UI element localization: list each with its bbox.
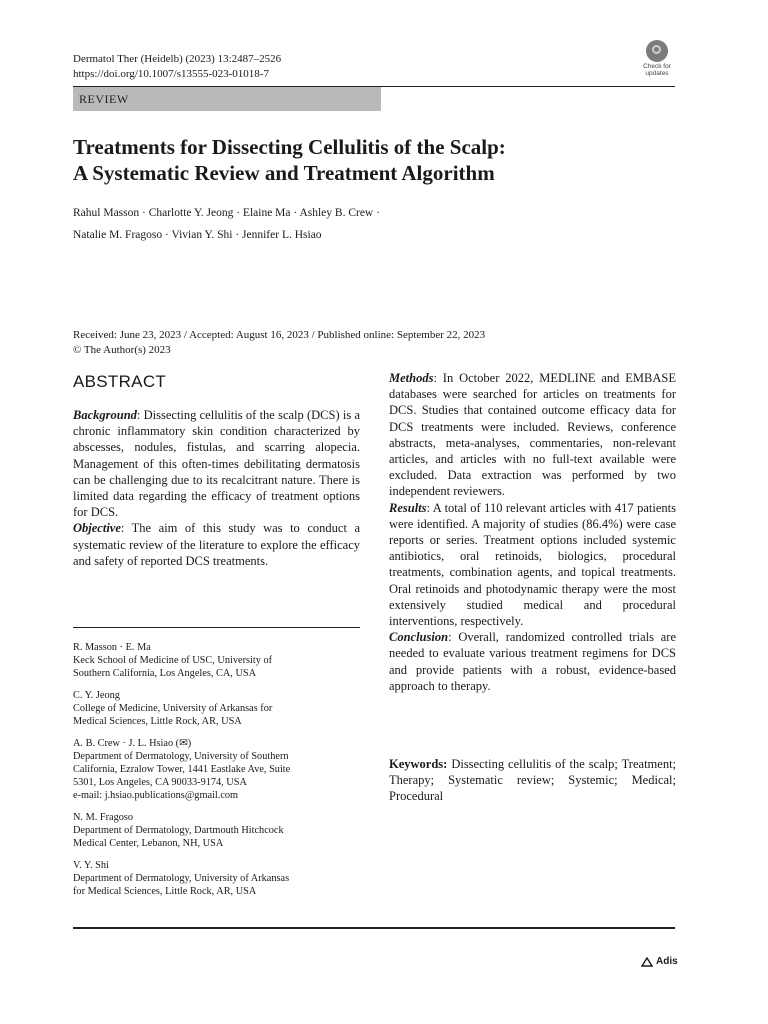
copyright: © The Author(s) 2023 <box>73 344 171 356</box>
authors-line2: Natalie M. Fragoso · Vivian Y. Shi · Jennifer L. Hsiao <box>73 229 322 241</box>
doi-link[interactable]: https://doi.org/10.1007/s13555-023-01018-7 <box>73 68 269 80</box>
affiliation-block <box>73 689 360 728</box>
author-list <box>73 202 380 246</box>
email-link[interactable]: e-mail: j.hsiao.publications@gmail.com <box>73 790 239 801</box>
check-for-updates-icon <box>646 40 668 62</box>
keywords-label: Keywords: <box>389 757 448 771</box>
objective-label: Objective <box>73 521 121 536</box>
authors-line1: Rahul Masson · Charlotte Y. Jeong · Elaine Ma · Ashley B. Crew · <box>73 207 380 219</box>
affiliation-line: Medical Center, Lebanon, NH, USA <box>73 838 224 849</box>
objective-paragraph <box>73 520 360 569</box>
publisher-name: Adis <box>656 956 678 967</box>
keywords-text: Dissecting cellulitis of the scalp; Treatment; Therapy; Systematic review; Systemic; Medical; Procedural <box>389 757 677 804</box>
title-line1: Treatments for Dissecting Cellulitis of the Scalp: <box>73 135 506 159</box>
affiliation-block <box>73 859 360 898</box>
affiliation-block <box>73 641 360 680</box>
keywords <box>389 756 676 805</box>
methods-label: Methods <box>389 371 434 385</box>
background-paragraph <box>73 407 360 520</box>
conclusion-text: : Overall, randomized controlled trials are needed to evaluate various treatment regimens for DCS and provide patients with a robust, evidence-based approach to therapy. <box>389 630 676 693</box>
objective-text: : The aim of this study was to conduct a systematic review of the literature to explore the efficacy and safety of reported DCS treatments. <box>73 521 360 568</box>
affiliation-line: California, Ezralow Tower, 1441 Eastlake Ave, Suite <box>73 764 291 775</box>
check-for-updates-badge[interactable] <box>638 40 676 78</box>
affiliation-line: Department of Dermatology, University of Arkansas <box>73 873 290 884</box>
journal-header <box>73 52 281 82</box>
publication-dates <box>73 328 485 358</box>
affiliation-names: R. Masson · E. Ma <box>73 642 151 653</box>
affiliation-line: for Medical Sciences, Little Rock, AR, USA <box>73 886 257 897</box>
results-label: Results <box>389 500 427 515</box>
history-dates: Received: June 23, 2023 / Accepted: August 16, 2023 / Published online: September 22, 2023 <box>73 329 486 341</box>
affiliation-names: A. B. Crew · J. L. Hsiao (✉) <box>73 738 192 749</box>
affiliation-line: College of Medicine, University of Arkansas for <box>73 703 273 714</box>
affiliation-block <box>73 811 360 850</box>
badge-line2: updates <box>645 70 669 77</box>
affiliation-line: Department of Dermatology, University of Southern <box>73 751 289 762</box>
section-label-bar <box>73 87 381 111</box>
methods-text: : In October 2022, MEDLINE and EMBASE databases were searched for articles on treatments for DCS. Studies that contained outcome efficacy data for DCS treatments were included. Reviews, conference abstracts, meta-analyses, commentaries, non-relevant articles, and articles with no full-text available were excluded. Data extraction was performed by two independent reviewers. <box>389 371 676 499</box>
results-paragraph <box>389 500 676 630</box>
background-text: : Dissecting cellulitis of the scalp (DCS) is a chronic inflammatory skin condition characterized by abscesses, nodules, fistulas, and scarring alopecia. Management of this often-times debilitating dermatosis can be challenging due to its recalcitrant nature. There is limited data regarding the efficacy of treatment options for DCS. <box>73 408 360 520</box>
journal-citation: Dermatol Ther (Heidelb) (2023) 13:2487–2526 <box>73 53 282 65</box>
affiliation-divider <box>73 627 360 628</box>
conclusion-label: Conclusion <box>389 630 449 645</box>
footer-divider <box>73 927 675 929</box>
affiliations <box>73 641 360 907</box>
abstract-heading: ABSTRACT <box>73 372 167 391</box>
affiliation-line: 5301, Los Angeles, CA 90033-9174, USA <box>73 777 247 788</box>
methods-paragraph <box>389 370 676 500</box>
publisher-logo <box>641 956 678 967</box>
results-text: : A total of 110 relevant articles with 417 patients were identified. A majority of studies (86.4%) were case reports or series. Treatment options included systemic antibiotics, oral retinoids, biologics, procedural treatments, combination agents, and topical treatments. Oral retinoids and photodynamic therapy were the most extensively studied medical and procedural interventions, respectively. <box>389 500 676 629</box>
affiliation-names: C. Y. Jeong <box>73 690 120 701</box>
title-line2: A Systematic Review and Treatment Algorithm <box>73 161 495 185</box>
badge-line1: Check for <box>643 63 671 70</box>
conclusion-paragraph <box>389 629 676 694</box>
adis-logo-icon <box>641 957 653 967</box>
affiliation-line: Keck School of Medicine of USC, University of <box>73 655 273 666</box>
section-label: REVIEW <box>79 92 129 106</box>
affiliation-names: N. M. Fragoso <box>73 812 134 823</box>
affiliation-names: V. Y. Shi <box>73 860 109 871</box>
affiliation-line: Medical Sciences, Little Rock, AR, USA <box>73 716 242 727</box>
abstract-left-column <box>73 407 360 569</box>
affiliation-block <box>73 737 360 802</box>
abstract-right-column <box>389 370 676 694</box>
background-label: Background <box>73 408 137 422</box>
affiliation-line: Southern California, Los Angeles, CA, USA <box>73 668 257 679</box>
affiliation-line: Department of Dermatology, Dartmouth Hitchcock <box>73 825 284 836</box>
article-title <box>73 134 673 186</box>
